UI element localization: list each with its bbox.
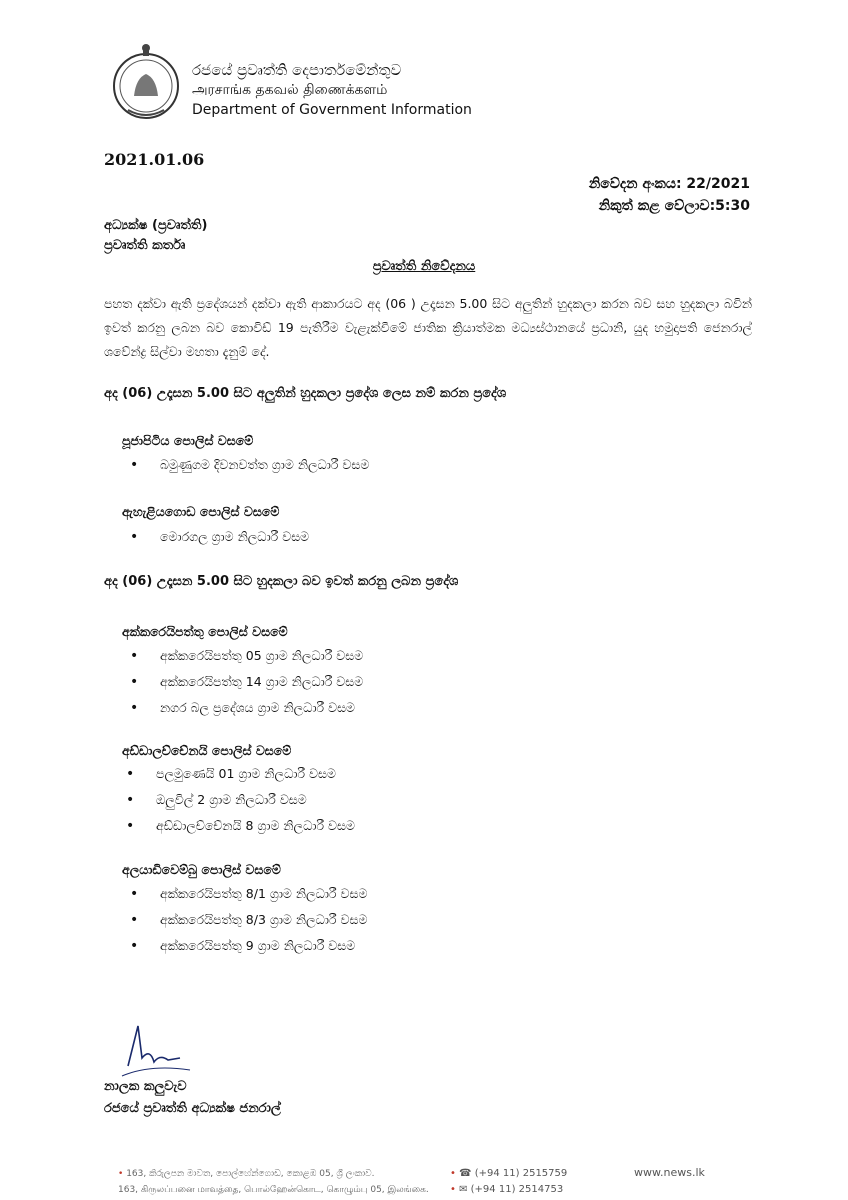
station-name: ඇහැළියගොඩ පොලිස් වසමේ — [122, 504, 280, 519]
addressee-line-1: අධ්‍යක්ෂ (ප්‍රවෘත්ති) — [104, 218, 208, 233]
fax: (+94 11) 2514753 — [470, 1184, 564, 1195]
telephone: (+94 11) 2515759 — [474, 1168, 568, 1179]
list-item: • බමුණුගම දිවනවත්ත ග්‍රාම නිලධාරී වසම — [130, 452, 369, 478]
area-list — [126, 761, 355, 839]
list-item: • අක්කරෙයිපත්තු 05 ග්‍රාම නිලධාරී වසම — [130, 643, 363, 669]
footer-contacts: • ☎ (+94 11) 2515759 • ✉ (+94 11) 2514753 — [450, 1168, 568, 1195]
list-item: • ඔලුවිල් 2 ග්‍රාම නිලධාරී වසම — [126, 787, 355, 813]
department-name-sinhala: රජයේ ප්‍රවෘත්ති දෙපාර්තමේන්තුව — [192, 61, 402, 79]
list-item: • නගර බල ප්‍රදේශය ග්‍රාම නිලධාරී වසම — [130, 695, 363, 721]
department-name-english: Department of Government Information — [192, 102, 472, 118]
body-paragraph: පහත දක්වා ඇති ප්‍රදේශයන් දක්වා ඇති ආකාරයට අද (06 ) උදෑසන 5.00 සිට අලුතින් හුදකලා කරන බව සහ හුදකලා බවින් ඉවත් කරනු ලබන බව කොවිඩ් 19 පැතිරීම වැළැක්වීමේ ජාතික ක්‍රියාත්මක මධ්‍යස්ථානයේ ප්‍රධානි, යුද හමුදාපති ජෙනරාල් ශවේන්ද්‍ර සිල්වා මහතා දැනුම් දේ. — [104, 296, 752, 359]
document-heading: ප්‍රවෘත්ති නිවේදනය — [372, 259, 476, 274]
list-item: • පලමුණෙයි 01 ග්‍රාම නිලධාරී වසම — [126, 761, 355, 787]
fax-icon: • — [450, 1184, 456, 1195]
station-name: අලයාඩිවෙම්බු පොලිස් වසමේ — [122, 862, 281, 877]
signatory-block — [104, 1076, 281, 1120]
addressee-block — [104, 216, 207, 256]
list-item: • මොරගල ග්‍රාම නිලධාරී වසම — [130, 524, 309, 550]
address-tamil: 163, கிருலப்பனை மாவத்தை, பொல்ஹேன்கொட, கொழும்பு 05, இலங்கை. — [118, 1185, 429, 1195]
sri-lanka-emblem-icon — [110, 40, 182, 126]
section-isolated-title: අද (06) උදෑසන 5.00 සිට අලුතින් හුදකලා ප්‍රදේශ ලෙස නම් කරන ප්‍රදේශ — [104, 386, 507, 401]
list-item: • අක්කරෙයිපත්තු 14 ග්‍රාම නිලධාරී වසම — [130, 669, 363, 695]
letterhead — [110, 40, 470, 130]
release-number: නිවේදන අංකය: 22/2021 — [588, 176, 750, 192]
area-list — [130, 881, 367, 959]
list-item: • අක්කරෙයිපත්තු 8/1 ග්‍රාම නිලධාරී වසම — [130, 881, 367, 907]
website[interactable]: www.news.lk — [634, 1166, 705, 1179]
footer — [0, 1160, 848, 1200]
release-date: 2021.01.06 — [104, 150, 205, 169]
area-list — [130, 524, 309, 550]
signatory-name: නාලක කලුවැව — [104, 1079, 187, 1094]
release-time: නිකුත් කළ වේලාව:5:30 — [598, 198, 750, 214]
handwritten-signature-icon — [120, 1018, 200, 1078]
list-item: • අඩ්ඩාලච්චේනයි 8 ග්‍රාම නිලධාරී වසම — [126, 813, 355, 839]
area-list — [130, 643, 363, 721]
station-name: අක්කරෙයිපත්තු පොලිස් වසමේ — [122, 624, 288, 639]
area-list — [130, 452, 369, 478]
signatory-title: රජයේ ප්‍රවෘත්ති අධ්‍යක්ෂ ජනරාල් — [104, 1101, 281, 1116]
phone-icon: • — [450, 1168, 456, 1179]
department-name-tamil: அரசாங்க தகவல் திணைக்களம் — [192, 82, 388, 98]
station-name: පූජාපිටිය පොලිස් වසමේ — [122, 433, 254, 448]
reference-block — [589, 173, 750, 217]
address-sinhala: 163, කිරුලපන මාවත, පොල්හේන්ගොඩ, කොළඹ 05, ශ්‍රී ලංකාව. — [126, 1169, 375, 1179]
footer-address — [118, 1166, 429, 1198]
station-name: අඩ්ඩාලච්චේනයි පොලිස් වසමේ — [122, 743, 292, 758]
list-item: • අක්කරෙයිපත්තු 9 ග්‍රාම නිලධාරී වසම — [130, 933, 367, 959]
section-released-title: අද (06) උදෑසන 5.00 සිට හුදකලා බව ඉවත් කරනු ලබන ප්‍රදේශ — [104, 574, 459, 589]
bullet-icon: • — [118, 1169, 124, 1179]
addressee-line-2: ප්‍රවෘත්ති කර්තෘ — [104, 238, 186, 253]
list-item: • අක්කරෙයිපත්තු 8/3 ග්‍රාම නිලධාරී වසම — [130, 907, 367, 933]
